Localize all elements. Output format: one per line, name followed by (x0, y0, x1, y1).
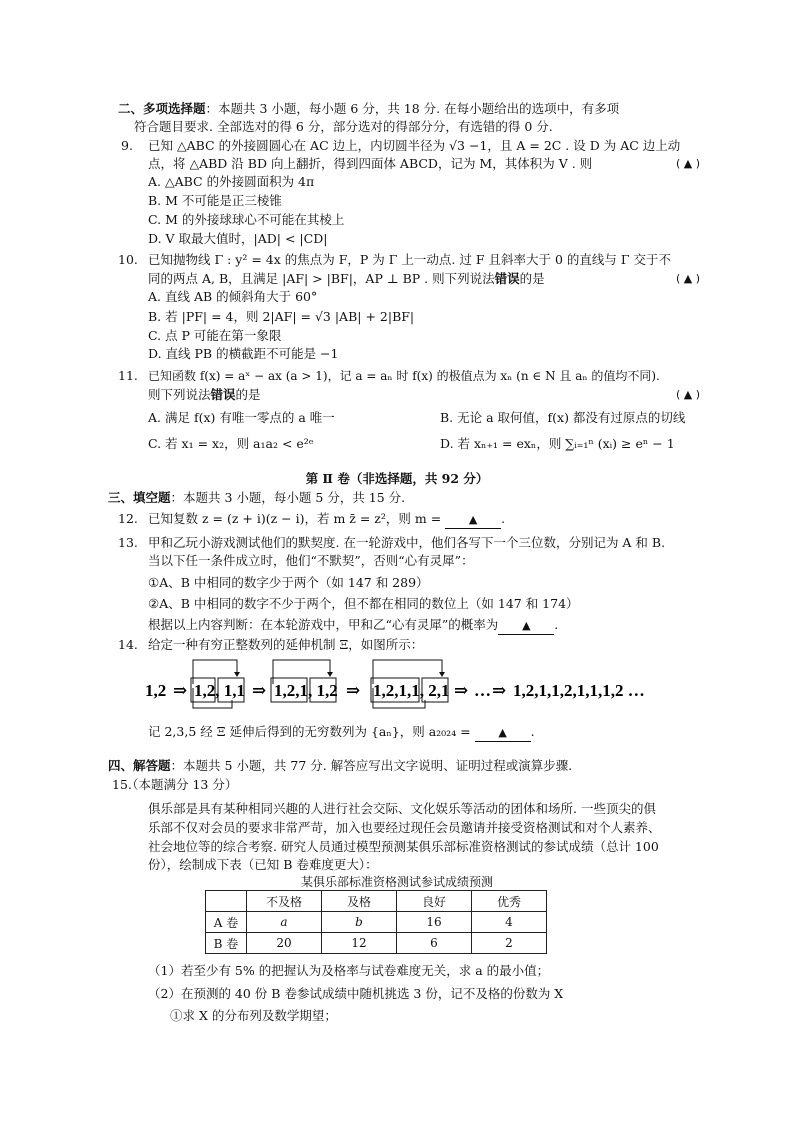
q15-paragraph-1: 俱乐部是具有某种相同兴趣的人进行社会交际、文化娱乐等活动的团体和场所. 一些顶尖的俱 (148, 801, 656, 816)
q9-stem-2: 点，将 △ABD 沿 BD 向上翻折，得到四面体 ABCD，记为 M，其体积为 V . 则 (148, 156, 593, 171)
q13-line-2: 当以下任一条件成立时，他们“不默契”，否则“心有灵犀”： (148, 553, 474, 568)
table-row (206, 912, 547, 933)
q10-option-a: A. 直线 AB 的倾斜角大于 60° (148, 289, 318, 304)
q14-number: 14. (118, 637, 138, 652)
seq-arrow-2: ⇒ (346, 681, 361, 700)
section2-intro: 二、多项选择题：本题共 3 小题，每小题 6 分，共 18 分. 在每小题给出的选项中，有多项 (118, 101, 620, 116)
score-table (205, 890, 547, 954)
q12-number: 12. (118, 511, 138, 526)
table-cell: 12 (322, 933, 397, 954)
seq-term-0: 1,2 (145, 681, 167, 700)
q9-option-a: A. △ABC 的外接圆面积为 4π (148, 174, 315, 189)
q13-condition-2: ②A、B 中相同的数字不少于两个，但不都在相同的数位上（如 147 和 174） (148, 596, 579, 611)
q13-number: 13. (118, 535, 138, 550)
q12-blank[interactable]: ▲ (445, 512, 501, 529)
part2-title: 第 Ⅱ 卷（非选择题，共 92 分） (305, 471, 489, 486)
q11-option-a: A. 满足 f(x) 有唯一零点的 a 唯一 (148, 410, 335, 425)
seq-arrow-3: ⇒ (454, 681, 469, 700)
section4-intro: 四、解答题：本题共 5 小题，共 77 分. 解答应写出文字说明、证明过程或演算步骤. (108, 758, 573, 773)
seq-term-3: 1,2,1,1, 2,1 (373, 681, 450, 700)
q10-option-c: C. 点 P 可能在第一象限 (148, 328, 282, 343)
q10-answer-box: ( ▲ ) (676, 272, 701, 285)
q13-condition-1: ①A、B 中相同的数字少于两个（如 147 和 289） (148, 575, 429, 590)
q15-score: （本题满分 13 分） (126, 777, 238, 792)
q11-option-d: D. 若 xₙ₊₁ = exₙ，则 ∑ᵢ₌₁ⁿ (xᵢ) ≥ eⁿ − 1 (440, 436, 675, 451)
q13-line-3: 根据以上内容判断：在本轮游戏中，甲和乙“心有灵犀”的概率为 ▲ . (148, 617, 558, 635)
section2-heading: 二、多项选择题 (118, 101, 206, 116)
table-cell: 20 (247, 933, 322, 954)
table-cell: b (322, 912, 397, 933)
table-cell: a (247, 912, 322, 933)
q15-paragraph-2: 乐部不仅对会员的要求非常严苛，加入也要经过现任会员邀请并接受资格测试和对个人素养、 (148, 820, 661, 835)
table-cell: B 卷 (206, 933, 247, 954)
q9-answer-box: ( ▲ ) (676, 157, 701, 170)
q10-stem-2: 同的两点 A, B，且满足 |AF| > |BF|，AP ⊥ BP . 则下列说法错误的是 (148, 271, 545, 286)
table-cell: 16 (397, 912, 472, 933)
section3-heading: 三、填空题 (108, 490, 171, 505)
table-row (206, 933, 547, 954)
seq-arrow-1: ⇒ (252, 681, 267, 700)
q11-number: 11. (118, 368, 138, 383)
table-header-cell: 不及格 (247, 891, 322, 912)
q10-option-d: D. 直线 PB 的横截距不可能是 −1 (148, 346, 339, 361)
seq-term-1: 1,2, 1,1 (194, 681, 245, 700)
seq-term-2: 1,2,1, 1,2 (274, 681, 338, 700)
table-header-cell: 良好 (397, 891, 472, 912)
q13-line-1: 甲和乙玩小游戏测试他们的默契度. 在一轮游戏中，他们各写下一个三位数，分别记为 A 和 B. (148, 535, 666, 550)
q11-stem-1: 已知函数 f(x) = aˣ − ax (a > 1)，记 a = aₙ 时 f(x) 的极值点为 xₙ (n ∈ N 且 aₙ 的值均不同). (148, 369, 660, 383)
table-header-cell (206, 891, 247, 912)
seq-arrow-0: ⇒ (173, 681, 188, 700)
q15-number: 15. (112, 777, 132, 792)
q11-answer-box: ( ▲ ) (676, 388, 701, 401)
q11-option-c: C. 若 x₁ = x₂，则 a₁a₂ < e²ᵉ (148, 436, 314, 451)
table-title: 某俱乐部标准资格测试参试成绩预测 (300, 875, 493, 889)
q15-subquestion-1: （1）若至少有 5% 的把握认为及格率与试卷难度无关，求 a 的最小值； (148, 963, 550, 978)
q12-text: 已知复数 z = (z + i)(z − i)，若 m z̄ = z²，则 m = ▲ . (148, 511, 505, 529)
table-cell: 2 (472, 933, 547, 954)
q15-paragraph-4: 份），绘制成下表（已知 B 卷难度更大）： (148, 857, 378, 872)
table-header-row (206, 891, 547, 912)
arrow-heads (234, 672, 445, 677)
q9-option-b: B. M 不可能是正三棱锥 (148, 193, 282, 208)
q15-paragraph-3: 社会地位等的综合考察. 研究人员通过模型预测某俱乐部标准资格测试的参试成绩（总计 100 (148, 839, 659, 854)
q11-stem-2: 则下列说法错误的是 (148, 387, 261, 402)
table-header-cell: 优秀 (472, 891, 547, 912)
q10-option-b: B. 若 |PF| = 4，则 2|AF| = √3 |AB| + 2|BF| (148, 309, 415, 324)
table-cell: 6 (397, 933, 472, 954)
seq-arrow-4: ⇒ (492, 681, 507, 700)
table-cell: A 卷 (206, 912, 247, 933)
extension-diagram (140, 654, 660, 714)
table-cell: 4 (472, 912, 547, 933)
q9-option-c: C. M 的外接球球心不可能在其棱上 (148, 212, 345, 227)
q9-option-d: D. V 取最大值时，|AD| < |CD| (148, 231, 328, 246)
section4-heading: 四、解答题 (108, 758, 171, 773)
q10-stem-1: 已知抛物线 Γ : y² = 4x 的焦点为 F，P 为 Γ 上一动点. 过 F 且斜率大于 0 的直线与 Γ 交于不 (148, 252, 672, 267)
q9-stem-1: 已知 △ABC 的外接圆圆心在 AC 边上，内切圆半径为 √3 −1，且 A = 2C . 设 D 为 AC 边上动 (148, 138, 681, 153)
table-header-cell: 及格 (322, 891, 397, 912)
q15-subquestion-2a: ①求 X 的分布列及数学期望； (170, 1008, 337, 1023)
section3-intro: 三、填空题：本题共 3 小题，每小题 5 分，共 15 分. (108, 490, 406, 505)
q14-line-1: 给定一种有穷正整数列的延伸机制 Ξ，如图所示： (148, 637, 424, 652)
q15-subquestion-2: （2）在预测的 40 份 B 卷参试成绩中随机挑选 3 份，记不及格的份数为 X (148, 986, 564, 1001)
q11-option-b: B. 无论 a 取何值，f(x) 都没有过原点的切线 (440, 410, 686, 425)
q13-blank[interactable]: ▲ (498, 618, 554, 635)
section2-intro-2: 符合题目要求. 全部选对的得 6 分，部分选对的得部分分，有选错的得 0 分. (134, 119, 553, 134)
q14-line-2: 记 2,3,5 经 Ξ 延伸后得到的无穷数列为 {aₙ}，则 a₂₀₂₄ = ▲ . (148, 724, 535, 742)
seq-term-final: 1,2,1,1,2,1,1,1,2 … (513, 681, 645, 700)
seq-ellipsis: … (474, 681, 491, 700)
q9-number: 9. (121, 138, 133, 153)
q14-blank[interactable]: ▲ (475, 725, 531, 742)
q10-number: 10. (118, 252, 138, 267)
